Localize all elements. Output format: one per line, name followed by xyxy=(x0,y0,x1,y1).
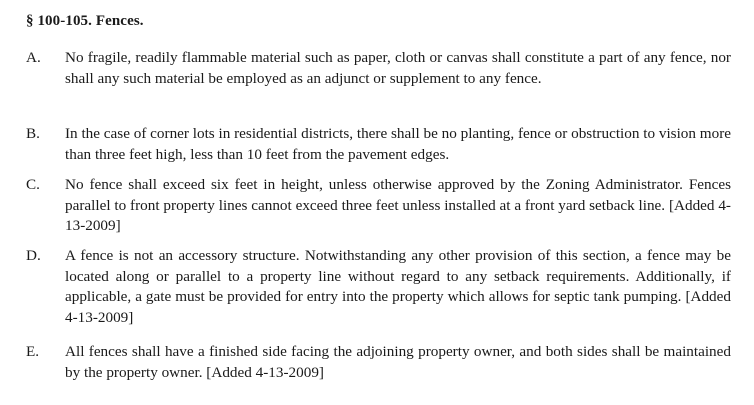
item-letter: A. xyxy=(26,49,41,66)
item-text: All fences shall have a finished side facing the adjoining property owner, and both sides shall be maintained by the property owner. [Added 4-13-2009] xyxy=(65,343,731,381)
item-text: A fence is not an accessory structure. Notwithstanding any other provision of this section, a fence may be located along or parallel to a property line without regard to any setback requirements. Additionally, if applicable, a gate must be provided for entry into the property which allows for septic tank pumping. [Added 4-13-2009] xyxy=(65,247,731,326)
item-text: In the case of corner lots in residential districts, there shall be no planting, fence or obstruction to vision more than three feet high, less than 10 feet from the pavement edges. xyxy=(65,125,731,163)
item-letter: D. xyxy=(26,247,41,264)
section-heading: § 100-105. Fences. xyxy=(26,13,144,29)
item-letter: E. xyxy=(26,343,40,360)
item-text: No fragile, readily flammable material such as paper, cloth or canvas shall constitute a part of any fence, nor shall any such material be employed as an adjunct or supplement to any fence. xyxy=(65,49,731,87)
item-text: No fence shall exceed six feet in height, unless otherwise approved by the Zoning Administrator. Fences parallel to front property lines cannot exceed three feet unless installed at a front yard setback line. [Added 4-13-2009] xyxy=(65,176,731,234)
item-letter: C. xyxy=(26,176,40,193)
item-letter: B. xyxy=(26,125,40,142)
